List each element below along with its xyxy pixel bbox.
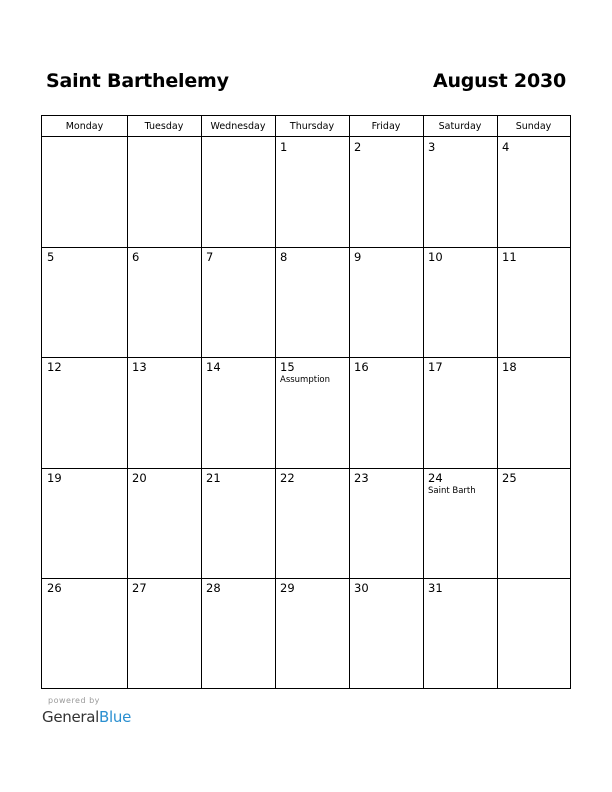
brand-general: General [42,708,100,726]
weekday-saturday: Saturday [438,121,482,132]
weekday-header-row [42,116,570,137]
day-number: 30 [354,581,369,595]
day-number: 23 [354,471,369,485]
day-number: 28 [206,581,221,595]
day-number: 19 [47,471,62,485]
day-number: 26 [47,581,62,595]
day-cell-26 [42,578,127,688]
day-number: 3 [428,140,436,154]
weekday-wednesday: Wednesday [210,121,266,132]
country-title: Saint Barthelemy [46,70,229,92]
day-number: 27 [132,581,147,595]
day-cell-5 [42,247,127,357]
empty-day-cell [127,137,201,247]
day-number: 20 [132,471,147,485]
day-number: 4 [502,140,510,154]
day-number: 10 [428,250,443,264]
day-cell-24 [423,468,497,578]
weekday-thursday: Thursday [289,121,335,132]
weekday-friday: Friday [371,121,401,132]
day-number: 29 [280,581,295,595]
day-cell-11 [497,247,570,357]
day-cell-19 [42,468,127,578]
day-cell-18 [497,357,570,467]
day-number: 21 [206,471,221,485]
day-cell-15 [275,357,349,467]
day-cell-4 [497,137,570,247]
day-number: 24 [428,471,443,485]
powered-by-label: powered by [48,696,100,705]
calendar-header [46,70,566,98]
day-number: 8 [280,250,288,264]
day-cell-16 [349,357,423,467]
day-number: 12 [47,360,62,374]
empty-day-cell [497,578,570,688]
day-cell-20 [127,468,201,578]
day-number: 15 [280,360,295,374]
day-cell-3 [423,137,497,247]
empty-day-cell [201,137,275,247]
day-cell-21 [201,468,275,578]
brand-blue: Blue [99,708,132,726]
day-cell-6 [127,247,201,357]
day-cell-7 [201,247,275,357]
day-cell-13 [127,357,201,467]
day-number: 9 [354,250,362,264]
holiday-label: Assumption [280,375,331,385]
weekday-tuesday: Tuesday [144,121,184,132]
day-cell-9 [349,247,423,357]
day-cell-17 [423,357,497,467]
day-number: 22 [280,471,295,485]
day-cell-14 [201,357,275,467]
day-number: 6 [132,250,140,264]
day-cell-27 [127,578,201,688]
month-year-title: August 2030 [432,70,566,92]
day-number: 14 [206,360,221,374]
day-cell-23 [349,468,423,578]
day-cell-29 [275,578,349,688]
day-cell-10 [423,247,497,357]
day-cell-8 [275,247,349,357]
footer-branding [42,696,162,732]
day-cell-22 [275,468,349,578]
day-cell-28 [201,578,275,688]
day-number: 13 [132,360,147,374]
day-cell-31 [423,578,497,688]
day-cell-30 [349,578,423,688]
day-cell-25 [497,468,570,578]
weekday-monday: Monday [65,121,104,132]
day-number: 31 [428,581,443,595]
day-number: 1 [280,140,288,154]
generalblue-logo[interactable] [42,708,131,726]
day-number: 17 [428,360,443,374]
day-cell-12 [42,357,127,467]
empty-day-cell [42,137,127,247]
holiday-label: Saint Barth [428,486,476,496]
day-number: 25 [502,471,517,485]
day-cell-1 [275,137,349,247]
weekday-sunday: Sunday [515,121,552,132]
day-number: 16 [354,360,369,374]
day-cell-2 [349,137,423,247]
day-number: 2 [354,140,362,154]
day-number: 18 [502,360,517,374]
day-number: 7 [206,250,214,264]
calendar-grid [41,115,571,689]
day-number: 11 [502,250,517,264]
day-number: 5 [47,250,55,264]
